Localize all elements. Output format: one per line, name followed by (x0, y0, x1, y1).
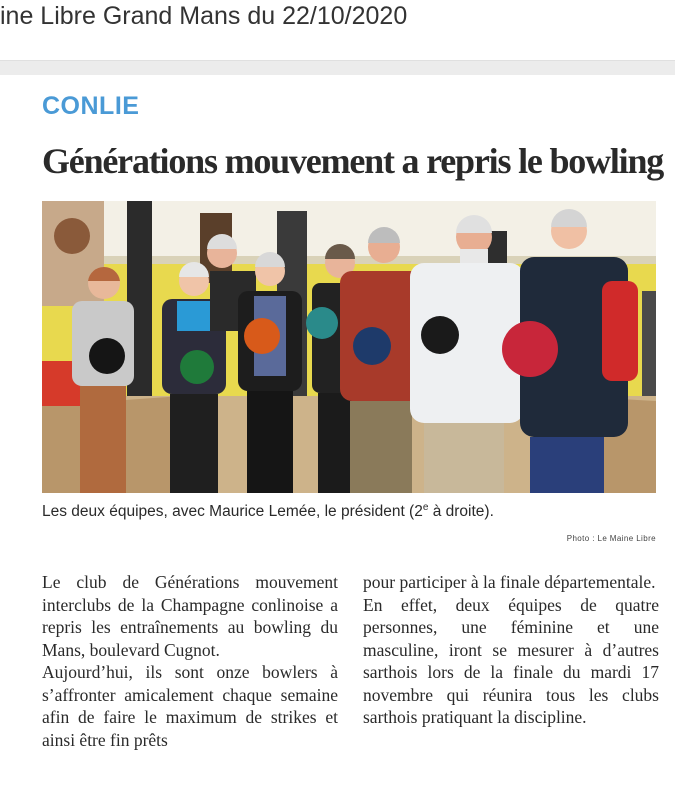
article-column-2 (363, 571, 659, 729)
bowling-group-illustration (42, 201, 656, 493)
separator-band (0, 60, 675, 75)
newspaper-edition-title: ine Libre Grand Mans du 22/10/2020 (0, 2, 408, 30)
paragraph: Le club de Générations mouvement interclubs de la Champagne conlinoise a repris les entraînements au bowling du Mans, boulevard Cugnot. (42, 572, 338, 660)
paragraph: Aujourd’hui, ils sont onze bowlers à s’affronter amicalement chaque semaine afin de faire le maximum de strikes et ainsi être fin prêts (42, 662, 338, 750)
caption-text-end: à droite). (428, 503, 494, 521)
paragraph: pour participer à la finale départementale. (363, 572, 656, 592)
article-column-1 (42, 571, 338, 751)
article-headline: Générations mouvement a repris le bowling (42, 141, 664, 181)
photo-credit: Photo : Le Maine Libre (566, 534, 656, 543)
caption-superscript: e (422, 502, 429, 513)
caption-text-main: Les deux équipes, avec Maurice Lemée, le président (2 (42, 503, 423, 521)
section-rubric: CONLIE (42, 92, 140, 120)
paragraph: En effet, deux équipes de quatre personnes, une féminine et une masculine, iront se mesurer à d’autres sarthois lors de la finale du mardi 17 novembre qui réunira tous les clubs sarthois pratiquant la discipline. (363, 594, 659, 727)
photo-caption (42, 502, 494, 521)
page-header (0, 0, 675, 60)
article-photo (42, 201, 656, 493)
